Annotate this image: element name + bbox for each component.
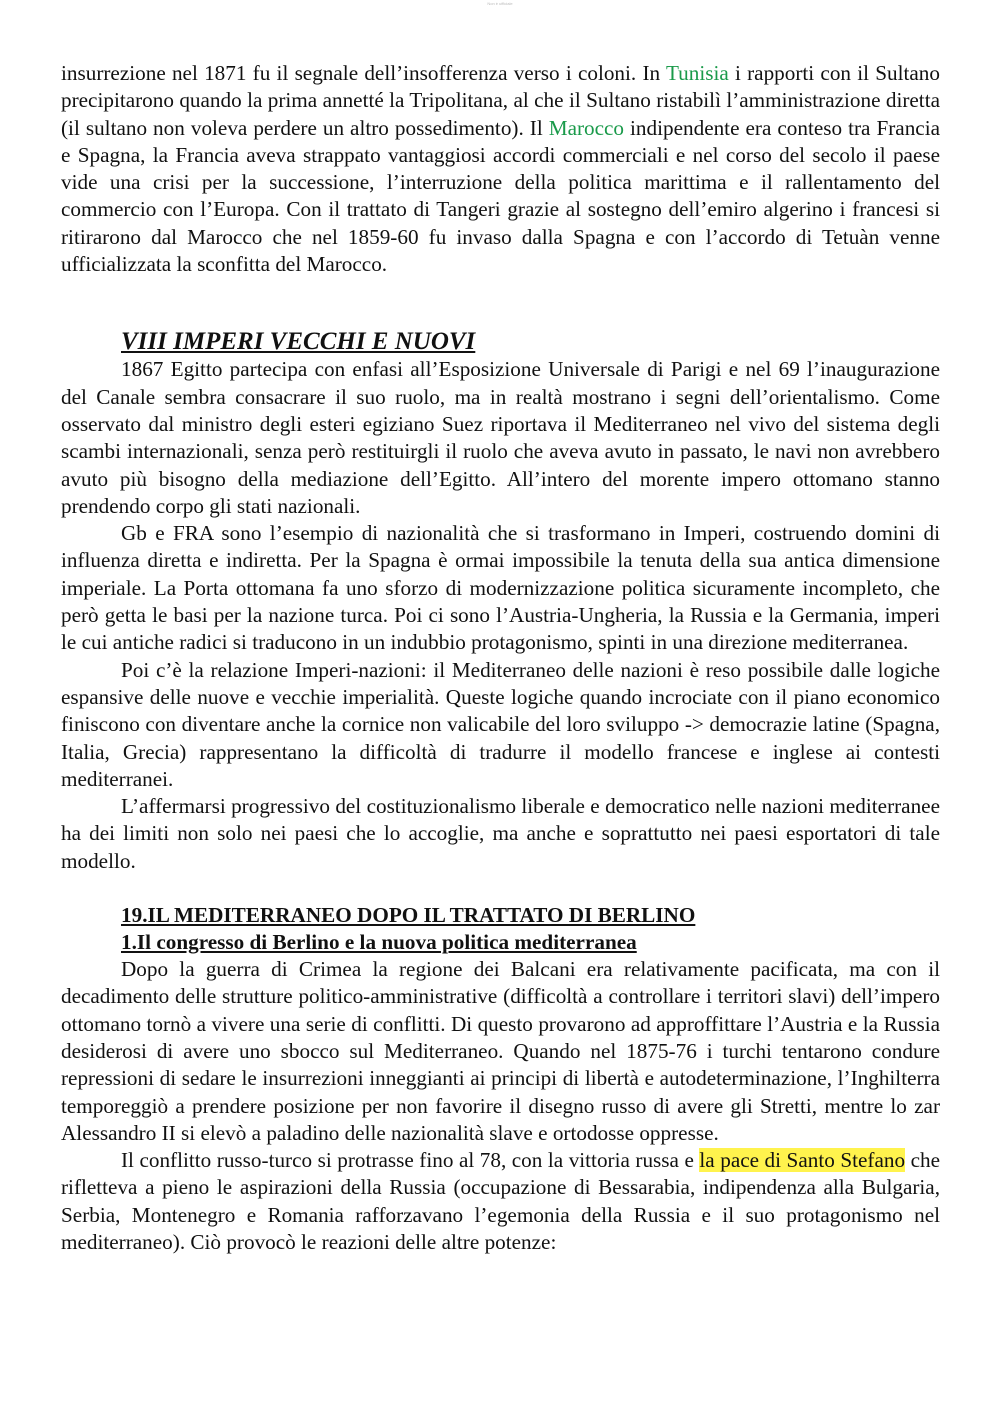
- section-paragraph-1: 1867 Egitto partecipa con enfasi all’Esposizione Universale di Parigi e nel 69 l’inaugurazione del Canale sembra consacrare il suo ruolo, ma in realtà mostrano i segni dell’orientalismo. Come osservato dal ministro degli esteri egiziano Suez riportava il Mediterraneo nel vivo del sistema degli scambi internazionali, senza però restituirgli il ruolo che aveva avuto in passato, le navi non avrebbero avuto più bisogno della mediazione dell’Egitto. All’intero del morente impero ottomano stanno prendendo corpo gli stati nazionali.: [61, 357, 940, 518]
- chapter-paragraph-2: [61, 1147, 940, 1256]
- intro-text-2: i rapporti con il Sultano precipitarono quando la prima annetté la Tripolitana, al che il Sultano ristabilì l’amministrazione diretta (il sultano non voleva perdere un altro possedimento). Il: [61, 61, 940, 140]
- header-mark: Non è ufficiale: [487, 1, 513, 6]
- tunisia-term: Tunisia: [665, 61, 729, 85]
- chapter-title: 19.IL MEDITERRANEO DOPO IL TRATTATO DI BERLINO: [121, 903, 696, 928]
- intro-text-3: indipendente era conteso tra Francia e Spagna, la Francia aveva strappato vantaggiosi accordi commerciali e nel corso del secolo il paese vide una crisi per la successione, l’interruzione della politica marittima e il rallentamento del commercio con l’Europa. Con il trattato di Tangeri grazie al sostegno dell’emiro algerino i francesi si ritirarono dal Marocco che nel 1859-60 fu invaso dalla Spagna e con l’accordo di Tetuàn venne ufficializzata la sconfitta del Marocco.: [61, 115, 940, 277]
- intro-text-1: insurrezione nel 1871 fu il segnale dell’insofferenza verso i coloni. In: [61, 61, 666, 85]
- chapter-paragraph-1: Dopo la guerra di Crimea la regione dei Balcani era relativamente pacificata, ma con il decadimento delle strutture politico-amministrative (difficoltà a controllare i territori slavi) dell’impero ottomano tornò a vivere una serie di conflitti. Di questo provarono ad approffittare l’Austria e la Russia desiderosi di avere uno sbocco sul Mediterraneo. Quando nel 1875-76 i turchi tentarono condure repressioni di sedare le insurrezioni inneggianti ai principi di libertà e autodeterminazione, l’Inghilterra temporeggiò a prendere posizione per non favorire il disegno russo di avere gli Stretti, mentre lo zar Alessandro II si elevò a paladino delle nazionalità slave e ortodosse oppresse.: [61, 957, 940, 1145]
- chapter-paragraph-2-end: che rifletteva a pieno le aspirazioni della Russia (occupazione di Bessarabia, indipendenza alla Bulgaria, Serbia, Montenegro e Romania rafforzavano l’egemonia della Russia e il suo protagonismo nel mediterraneo). Ciò provocò le reazioni delle altre potenze:: [61, 1148, 940, 1254]
- section-title: VIII IMPERI VECCHI E NUOVI: [121, 328, 476, 356]
- intro-paragraph: [61, 60, 940, 278]
- section-paragraph-3: Poi c’è la relazione Imperi-nazioni: il Mediterraneo delle nazioni è reso possibile dalle logiche espansive delle nuove e vecchie imperialità. Queste logiche quando incrociate con il piano economico finiscono con diventare anche la cornice non valicabile del loro sviluppo -> democrazie latine (Spagna, Italia, Grecia) rappresentano la difficoltà di tradurre il modello francese e inglese ai contesti mediterranei.: [61, 657, 940, 791]
- marocco-term: Marocco: [548, 115, 625, 140]
- chapter-subtitle: 1.Il congresso di Berlino e la nuova politica mediterranea: [121, 930, 637, 955]
- highlighted-phrase: la pace di Santo Stefano: [699, 1148, 906, 1173]
- page-content: [61, 60, 940, 1256]
- section-paragraph-2: Gb e FRA sono l’esempio di nazionalità che si trasformano in Imperi, costruendo domini di influenza diretta e indiretta. Per la Spagna è ormai impossibile la tenuta della sua antica dimensione imperiale. La Porta ottomana fa uno sforzo di modernizzazione politica sicuramente incompleto, che però getta le basi per la nazione turca. Poi ci sono l’Austria-Ungheria, la Russia e la Germania, imperi le cui antiche radici si traducono in un indubbio protagonismo, spinti in una direzione mediterranea.: [61, 521, 940, 655]
- chapter-paragraph-2-start: Il conflitto russo-turco si protrasse fino al 78, con la vittoria russa e: [121, 1148, 700, 1173]
- section-paragraph-4: L’affermarsi progressivo del costituzionalismo liberale e democratico nelle nazioni mediterranee ha dei limiti non solo nei paesi che lo accoglie, ma anche e soprattutto nei paesi esportatori di tale modello.: [61, 794, 940, 873]
